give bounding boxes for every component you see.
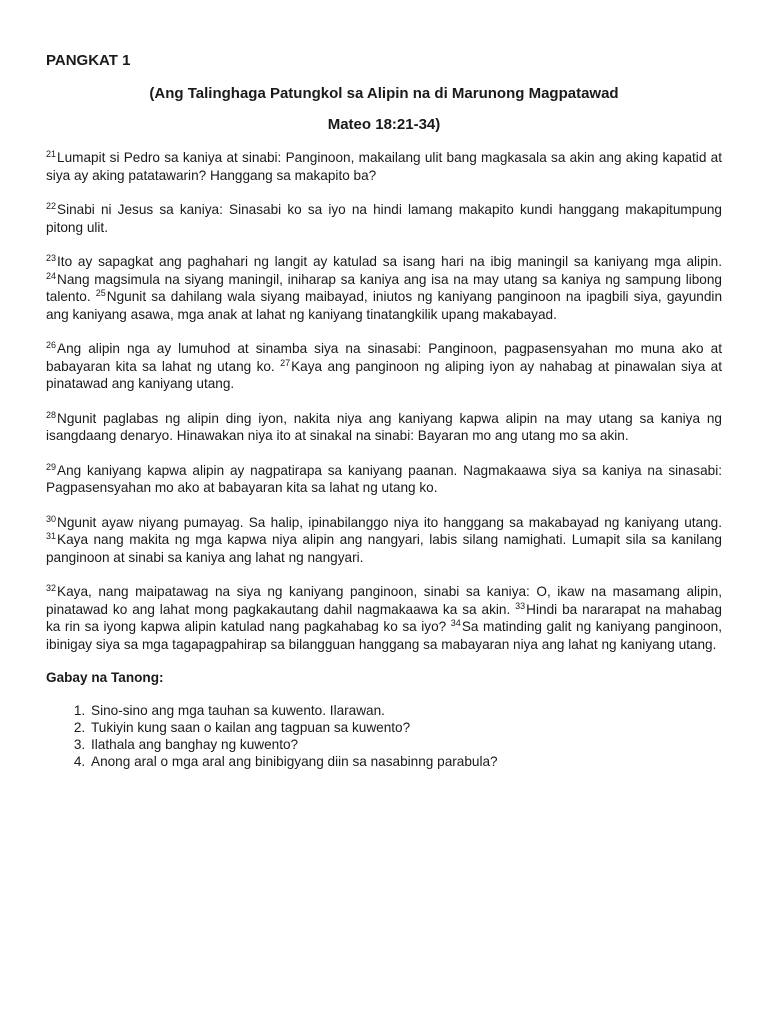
verse-number: 33 xyxy=(515,600,526,611)
verse-number: 22 xyxy=(46,201,57,211)
verse-text: Ang kaniyang kapwa alipin ay nagpatirapa sa kaniyang paanan. Nagmakaawa siya sa kaniya na sinasabi: Pagpasensyahan mo ako at babayaran kita sa lahat ng utang ko. xyxy=(46,462,722,495)
scripture-reference: Mateo 18:21-34) xyxy=(327,116,441,133)
verse-number: 25 xyxy=(95,288,106,298)
guide-question: 1. Sino-sino ang mga tauhan sa kuwento. Ilarawan. xyxy=(89,702,722,719)
verse-text: Kaya ang panginoon ng aliping iyon ay nahabag at pinawalan siya at pinatawad ang kaniyang utang. xyxy=(46,358,722,391)
verse-number: 24 xyxy=(46,270,57,281)
verse-number: 23 xyxy=(46,253,57,263)
verse-paragraph xyxy=(46,340,722,393)
verse-number: 34 xyxy=(450,618,461,628)
verse-text: Ngunit ayaw niyang pumayag. Sa halip, ipinabilanggo niya ito hanggang sa makabayad ng kaniyang utang. xyxy=(57,514,722,530)
parable-title: (Ang Talinghaga Patungkol sa Alipin na di Marunong Magpatawad xyxy=(149,85,619,102)
verse-paragraph xyxy=(46,149,722,184)
verse-text: Kaya, nang maipatawag na siya ng kaniyang panginoon, sinabi sa kaniya: O, ikaw na masamang alipin, pinatawad ko ang lahat mong pagkakautang dahil nagmakaawa ka sa akin. xyxy=(46,584,722,617)
verse-text: Lumapit si Pedro sa kaniya at sinabi: Panginoon, makailang ulit bang magkasala sa akin ang aking kapatid at siya ay aking patatawarin? Hanggang sa makapito ba? xyxy=(46,150,722,183)
verse-body xyxy=(46,149,722,653)
verse-text: Ngunit paglabas ng alipin ding iyon, nakita niya ang kaniyang kapwa alipin na may utang sa kaniya ng isangdaang denaryo. Hinawakan niya ito at sinakal na sinabi: Bayaran mo ang utang mo sa akin. xyxy=(46,410,722,443)
verse-number: 26 xyxy=(46,340,57,350)
verse-number: 28 xyxy=(46,409,57,420)
group-heading: PANGKAT 1 xyxy=(46,52,131,69)
guide-question: 2. Tukiyin kung saan o kailan ang tagpuan sa kuwento? xyxy=(89,719,722,736)
verse-paragraph xyxy=(46,201,722,236)
verse-text: Sa matinding galit ng kaniyang panginoon, ibinigay siya sa mga tagapagpahirap sa bilangguan hanggang sa mabayaran niya ang lahat ng kaniyang utang. xyxy=(46,619,722,652)
verse-number: 30 xyxy=(46,513,57,524)
verse-paragraph xyxy=(46,514,722,567)
verse-paragraph xyxy=(46,583,722,653)
verse-text: Kaya nang makita ng mga kapwa niya alipin ang nangyari, labis silang namighati. Lumapit sila sa kanilang panginoon at sinabi sa kaniya ang lahat ng nangyari. xyxy=(46,532,722,565)
verse-text: Ito ay sapagkat ang paghahari ng langit ay katulad sa isang hari na ibig maningil sa kaniyang mga alipin. xyxy=(57,254,722,269)
guide-question: 3. Ilathala ang banghay ng kuwento? xyxy=(89,736,722,753)
verse-number: 29 xyxy=(46,461,57,472)
verse-text: Nang magsimula na siyang maningil, iniharap sa kaniya ang isa na may utang sa kaniya ng sampung libong talento. xyxy=(46,271,722,304)
guide-questions-list xyxy=(46,702,722,770)
guide-question: 4. Anong aral o mga aral ang binibigyang diin sa nasabinng parabula? xyxy=(89,753,722,770)
verse-number: 31 xyxy=(46,531,57,541)
verse-text: Ang alipin nga ay lumuhod at sinamba siya na sinasabi: Panginoon, pagpasensyahan mo muna ako at babayaran kita sa lahat ng utang ko. xyxy=(46,341,722,374)
verse-paragraph xyxy=(46,410,722,445)
verse-text: Sinabi ni Jesus sa kaniya: Sinasabi ko sa iyo na hindi lamang makapito kundi hanggang makapitumpung pitong ulit. xyxy=(46,202,722,235)
verse-text: Ngunit sa dahilang wala siyang maibayad, iniutos ng kaniyang panginoon na ipagbili siya, gayundin ang kaniyang asawa, mga anak at lahat ng kaniyang tinatangkilik upang makabayad. xyxy=(46,289,722,322)
verse-paragraph xyxy=(46,253,722,323)
verse-number: 32 xyxy=(46,583,57,593)
guide-questions-title: Gabay na Tanong: xyxy=(46,670,164,685)
verse-number: 27 xyxy=(280,357,291,368)
verse-text: Hindi ba nararapat na mahabag ka rin sa iyong kapwa alipin katulad nang pagkahabag ko sa iyo? xyxy=(46,601,722,634)
verse-paragraph xyxy=(46,462,722,497)
verse-number: 21 xyxy=(46,149,57,159)
